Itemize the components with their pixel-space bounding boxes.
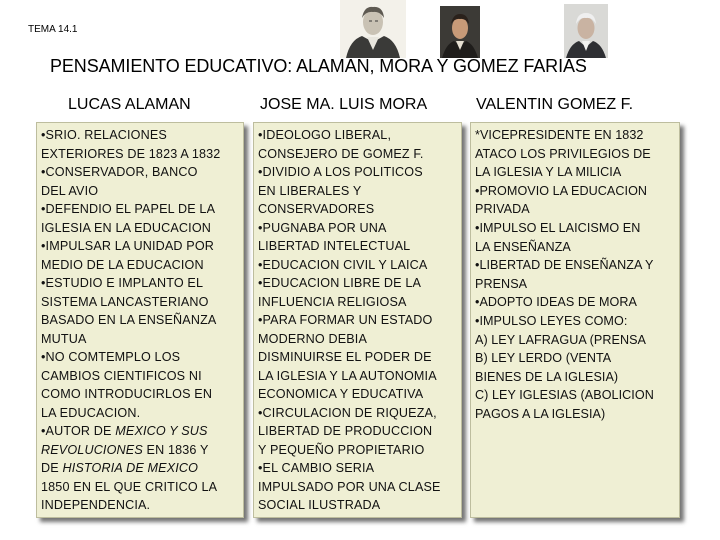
- text-line: •IDEOLOGO LIBERAL,: [258, 128, 392, 142]
- text-line: PAGOS A LA IGLESIA): [475, 406, 606, 421]
- text-line: •EDUCACION CIVIL Y LAICA: [258, 257, 428, 272]
- text-line: LA IGLESIA Y LA AUTONOMIA: [258, 368, 437, 383]
- text-line: BIENES DE LA IGLESIA): [475, 369, 619, 384]
- gomez-farias-notes-panel: [470, 122, 680, 518]
- portrait-mora-image: [440, 6, 480, 58]
- column-header-gomez-farias: VALENTIN GOMEZ F.: [476, 96, 634, 113]
- text-line: CONSEJERO DE GOMEZ F.: [258, 146, 424, 161]
- text-line: IMPULSADO POR UNA CLASE: [258, 479, 441, 494]
- text-line: A) LEY LAFRAGUA (PRENSA: [475, 332, 646, 347]
- text-line: PRENSA: [475, 276, 528, 291]
- text-line: SISTEMA LANCASTERIANO: [41, 294, 209, 309]
- text-line: ECONOMICA Y EDUCATIVA: [258, 387, 424, 401]
- text-run: •AUTOR DE: [41, 424, 116, 438]
- text-line: •EL CAMBIO SERIA: [258, 461, 375, 475]
- text-line: •SRIO. RELACIONES: [41, 128, 167, 142]
- text-line: CONSERVADORES: [258, 202, 375, 216]
- page-title: PENSAMIENTO EDUCATIVO: ALAMAN, MORA Y GOMEZ FARIAS: [50, 56, 587, 76]
- text-run: DE: [41, 461, 63, 475]
- text-line: DEL AVIO: [41, 183, 99, 198]
- text-line: PRIVADA: [475, 202, 530, 217]
- text-line: •PROMOVIO LA EDUCACION: [475, 183, 648, 198]
- text-line: BASADO EN LA ENSEÑANZA: [41, 313, 217, 327]
- text-line: B) LEY LERDO (VENTA: [475, 351, 612, 366]
- text-line: •CIRCULACION DE RIQUEZA,: [258, 405, 437, 420]
- text-line: Y PEQUEÑO PROPIETARIO: [258, 442, 425, 457]
- text-line: 1850 EN EL QUE CRITICO LA: [41, 479, 218, 494]
- text-line: •DIVIDIO A LOS POLITICOS: [258, 165, 423, 179]
- text-line: •IMPULSO EL LAICISMO EN: [475, 220, 641, 235]
- text-line: [41, 459, 239, 478]
- column-header-mora: JOSE MA. LUIS MORA: [260, 96, 428, 113]
- text-line: [41, 441, 239, 460]
- book-title-text: MEXICO Y SUS: [115, 424, 208, 438]
- text-line: •ESTUDIO E IMPLANTO EL: [41, 276, 204, 290]
- text-line: •EDUCACION LIBRE DE LA: [258, 276, 422, 290]
- text-line: LIBERTAD DE PRODUCCION: [258, 424, 433, 438]
- text-line: •NO COMTEMPLO LOS: [41, 350, 181, 364]
- text-line: •IMPULSAR LA UNIDAD POR: [41, 239, 215, 253]
- portrait-gomez-farias-image: [564, 4, 608, 58]
- text-line: •IMPULSO LEYES COMO:: [475, 313, 628, 328]
- mora-notes-panel: [253, 122, 462, 518]
- text-line: •LIBERTAD DE ENSEÑANZA Y: [475, 258, 654, 273]
- text-line: •CONSERVADOR, BANCO: [41, 165, 198, 179]
- text-line: LA EDUCACION.: [41, 405, 141, 420]
- text-line: •ADOPTO IDEAS DE MORA: [475, 295, 637, 310]
- text-line: SOCIAL ILUSTRADA: [258, 498, 381, 512]
- text-line: MUTUA: [41, 331, 87, 346]
- text-line: CAMBIOS CIENTIFICOS NI: [41, 368, 202, 383]
- text-line: INFLUENCIA RELIGIOSA: [258, 294, 407, 309]
- topic-label: TEMA 14.1: [28, 24, 78, 35]
- text-line: •PUGNABA POR UNA: [258, 220, 387, 235]
- text-line: EN LIBERALES Y: [258, 183, 362, 198]
- text-line: ATACO LOS PRIVILEGIOS DE: [475, 146, 651, 161]
- text-line: COMO INTRODUCIRLOS EN: [41, 387, 213, 401]
- text-line: •PARA FORMAR UN ESTADO: [258, 313, 433, 327]
- text-line: *VICEPRESIDENTE EN 1832: [475, 128, 644, 142]
- text-line: LA ENSEÑANZA: [475, 239, 571, 254]
- alaman-notes-panel: [36, 122, 244, 518]
- text-line: MODERNO DEBIA: [258, 331, 368, 346]
- text-line: [41, 422, 239, 441]
- book-title-text: HISTORIA DE MEXICO: [62, 461, 199, 475]
- text-line: IGLESIA EN LA EDUCACION: [41, 220, 212, 235]
- portrait-alaman-image: [340, 0, 406, 58]
- text-line: •DEFENDIO EL PAPEL DE LA: [41, 202, 216, 216]
- text-line: EXTERIORES DE 1823 A 1832: [41, 146, 221, 161]
- text-line: LIBERTAD INTELECTUAL: [258, 239, 411, 253]
- text-run: EN 1836 Y: [142, 442, 209, 457]
- text-line: MEDIO DE LA EDUCACION: [41, 257, 204, 272]
- text-line: DISMINUIRSE EL PODER DE: [258, 350, 432, 364]
- column-header-alaman: LUCAS ALAMAN: [68, 96, 191, 113]
- text-line: INDEPENDENCIA.: [41, 498, 151, 512]
- text-line: LA IGLESIA Y LA MILICIA: [475, 165, 622, 180]
- book-title-text: REVOLUCIONES: [41, 442, 143, 457]
- text-line: C) LEY IGLESIAS (ABOLICION: [475, 388, 654, 403]
